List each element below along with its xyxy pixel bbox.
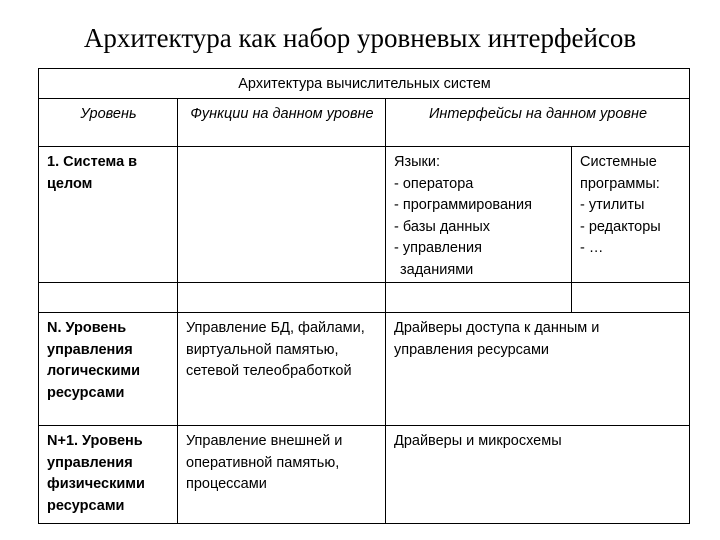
empty-cell (178, 283, 386, 313)
row-functions-cell: Управление внешней и оперативной памятью, процессами (178, 426, 386, 524)
languages-cell (386, 147, 572, 283)
table-row (39, 313, 690, 426)
list-item: Языки: (394, 154, 441, 170)
header-interfaces: Интерфейсы на данном уровне (386, 99, 690, 147)
table-caption: Архитектура вычислительных систем (39, 69, 690, 99)
list-item: - редакторы (580, 218, 661, 235)
architecture-table (38, 68, 690, 524)
row-level-cell: N+1. Уровень управления физическими ресурсами (39, 426, 178, 524)
row-interfaces-cell: Драйверы и микросхемы (386, 426, 690, 524)
list-item: - … (580, 240, 604, 256)
page-title: Архитектура как набор уровневых интерфейсов (83, 23, 637, 53)
list-item: Системные (580, 154, 657, 170)
list-item: - программирования (394, 197, 532, 213)
list-item: - базы данных (394, 218, 491, 235)
row-interfaces-cell: Драйверы доступа к данным и управления ресурсами (386, 313, 690, 426)
row-functions-cell: Управление БД, файлами, виртуальной памятью, сетевой телеобработкой (178, 313, 386, 426)
list-item: - оператора (394, 175, 474, 192)
empty-cell (572, 283, 690, 313)
empty-cell (386, 283, 572, 313)
list-item: заданиями (400, 261, 474, 278)
system-programs-cell (572, 147, 690, 283)
list-item: программы: (580, 175, 660, 192)
header-functions: Функции на данном уровне (178, 99, 386, 147)
table-row (39, 426, 690, 524)
empty-cell (39, 283, 178, 313)
header-level: Уровень (39, 99, 178, 147)
empty-row (39, 283, 690, 313)
table-row (39, 147, 690, 283)
row-functions-cell (178, 147, 386, 283)
row-level-cell: N. Уровень управления логическими ресурсами (39, 313, 178, 426)
list-item: - утилиты (580, 197, 645, 213)
row-level-cell: 1. Система в целом (39, 147, 178, 283)
list-item: - управления (394, 240, 482, 256)
